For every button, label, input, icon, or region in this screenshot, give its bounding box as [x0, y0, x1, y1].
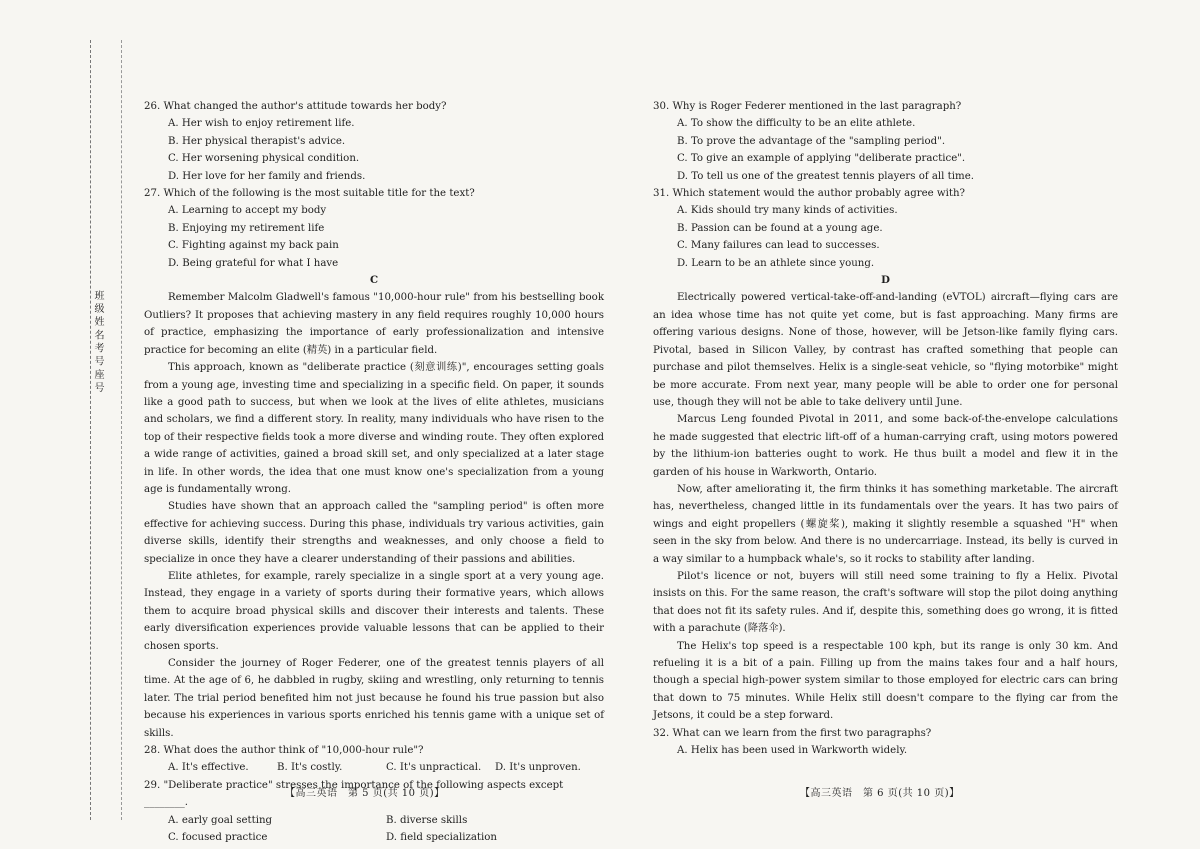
option: D. Being grateful for what I have — [168, 257, 339, 269]
option: B. Passion can be found at a young age. — [677, 222, 883, 234]
option: C. It's unpractical. — [386, 762, 482, 774]
option: D. It's unproven. — [495, 762, 581, 774]
binding-margin — [90, 40, 122, 820]
right-column — [653, 98, 1118, 759]
passage-paragraph: Remember Malcolm Gladwell's famous "10,000-hour rule" from his bestselling book Outliers? It proposes that achieving mastery in any field requires roughly 10,000 hours of practice, emphasizing the importance of early professionalization and intensive practice for becoming an elite (精英) in a particular field. — [144, 292, 604, 356]
question: 27. Which of the following is the most suitable title for the text? — [144, 188, 475, 200]
passage-paragraph: Now, after ameliorating it, the firm thinks it has something marketable. The aircraft has, nevertheless, changed little in its fundamentals over the years. It has two pairs of wings and eight propellers (螺旋桨), making it slightly resemble a squashed "H" when seen in the sky from below. And there is no undercarriage. Instead, its belly is curved in a way similar to a humpback whale's, so it rocks to stability after landing. — [653, 483, 1118, 565]
option: C. To give an example of applying "deliberate practice". — [677, 153, 966, 165]
option: C. focused practice — [168, 832, 268, 844]
passage-paragraph: Consider the journey of Roger Federer, one of the greatest tennis players of all time. At the age of 6, he dabbled in rugby, skiing and wrestling, only returning to tennis later. The trial period benefited him not just because he found his true passion but also because his experiences in various sports enriched his tennis game with a unique set of skills. — [144, 658, 604, 739]
question: 29. "Deliberate practice" stresses the importance of the following aspects except ________. — [144, 779, 564, 809]
section-heading: C — [369, 274, 379, 287]
question: 26. What changed the author's attitude towards her body? — [144, 101, 447, 112]
option: C. Many failures can lead to successes. — [677, 240, 880, 252]
option: A. It's effective. — [168, 762, 249, 774]
page-footer-right: 【高三英语 第 6 页(共 10 页)】 — [800, 788, 960, 799]
option: D. Her love for her family and friends. — [168, 170, 366, 182]
option: A. To show the difficulty to be an elite athlete. — [677, 118, 916, 130]
option: A. Kids should try many kinds of activities. — [677, 205, 898, 217]
option-row — [144, 812, 604, 829]
page-footer-left: 【高三英语 第 5 页(共 10 页)】 — [285, 788, 445, 799]
option: B. To prove the advantage of the "sampling period". — [677, 135, 946, 147]
option: D. field specialization — [386, 832, 497, 844]
option: A. Her wish to enjoy retirement life. — [168, 118, 355, 130]
option: C. Fighting against my back pain — [168, 240, 339, 252]
question: 32. What can we learn from the first two paragraphs? — [653, 727, 932, 739]
passage-paragraph: This approach, known as "deliberate practice (刻意训练)", encourages setting goals from a young age, investing time and specializing in a specific field. On paper, it sounds like a good path to success, but when we look at the lives of elite athletes, musicians and scholars, we find a different story. In reality, many individuals who have risen to the top of their respective fields took a more diverse and winding route. They often explored a wide range of activities, gained a broad skill set, and only specialized at a later stage in life. In other words, the idea that one must know one's specialization from a young age is fundamentally wrong. — [144, 362, 604, 495]
option: A. early goal setting — [168, 814, 273, 826]
binding-label: 班 级 姓 名 考 号 座 号 — [92, 290, 103, 393]
option: D. To tell us one of the greatest tennis players of all time. — [677, 170, 974, 182]
passage-paragraph: Electrically powered vertical-take-off-and-landing (eVTOL) aircraft—flying cars are an idea whose time has not quite yet come, but is fast approaching. Many firms are offering various designs. None of those, however, will be Jetson-like family flying cars. Pivotal, based in Silicon Valley, by contrast has crafted something that people can purchase and pilot themselves. Helix is a single-seat vehicle, so "flying motorbike" might be more accurate. From next year, many people will be able to order one for personal use, though they will not be able to take delivery until June. — [653, 292, 1118, 408]
passage-paragraph: Studies have shown that an approach called the "sampling period" is often more effective for achieving success. During this phase, individuals try various activities, gain diverse skills, identify their strengths and weaknesses, and only choose a field to specialize in once they have a clearer understanding of their passions and abilities. — [144, 501, 604, 565]
passage-paragraph: The Helix's top speed is a respectable 100 kph, but its range is only 30 km. And refueling it is a bit of a pain. Filling up from the mains takes four and a half hours, though a special high-power system similar to those employed for electric cars can bring that down to 75 minutes. While Helix still doesn't compare to the flying car from the Jetsons, it could be a step forward. — [653, 640, 1118, 722]
option: A. Helix has been used in Warkworth widely. — [677, 745, 908, 757]
passage-paragraph: Elite athletes, for example, rarely specialize in a single sport at a very young age. Instead, they engage in a variety of sports during their formative years, which allows them to acquire broad physical skills and discover their interests and talents. These early diversification experiences provide valuable lessons that can be applied to their chosen sports. — [144, 570, 604, 652]
option: D. Learn to be an athlete since young. — [677, 257, 875, 269]
left-column — [144, 98, 604, 846]
option: A. Learning to accept my body — [168, 205, 327, 217]
option: B. It's costly. — [277, 762, 343, 774]
option: B. Enjoying my retirement life — [168, 222, 325, 234]
option: B. Her physical therapist's advice. — [168, 135, 346, 147]
option-row — [144, 829, 604, 846]
section-heading: D — [881, 274, 890, 287]
option: C. Her worsening physical condition. — [168, 153, 360, 165]
option-row — [144, 759, 604, 776]
passage-paragraph: Pilot's licence or not, buyers will still need some training to fly a Helix. Pivotal insists on this. For the same reason, the craft's software will stop the pilot doing anything that does not fit its safety rules. And if, despite this, something does go wrong, it is fitted with a parachute (降落伞). — [653, 570, 1118, 635]
passage-paragraph: Marcus Leng founded Pivotal in 2011, and some back-of-the-envelope calculations he made suggested that electric lift-off of a human-carrying craft, using motors powered by the lithium-ion batteries ought to work. He thus built a model and flew it in the garden of his house in Warkworth, Ontario. — [653, 414, 1118, 478]
question: 28. What does the author think of "10,000-hour rule"? — [144, 745, 424, 757]
question: 31. Which statement would the author probably agree with? — [653, 188, 965, 200]
option: B. diverse skills — [386, 814, 468, 826]
question: 30. Why is Roger Federer mentioned in the last paragraph? — [653, 101, 962, 112]
